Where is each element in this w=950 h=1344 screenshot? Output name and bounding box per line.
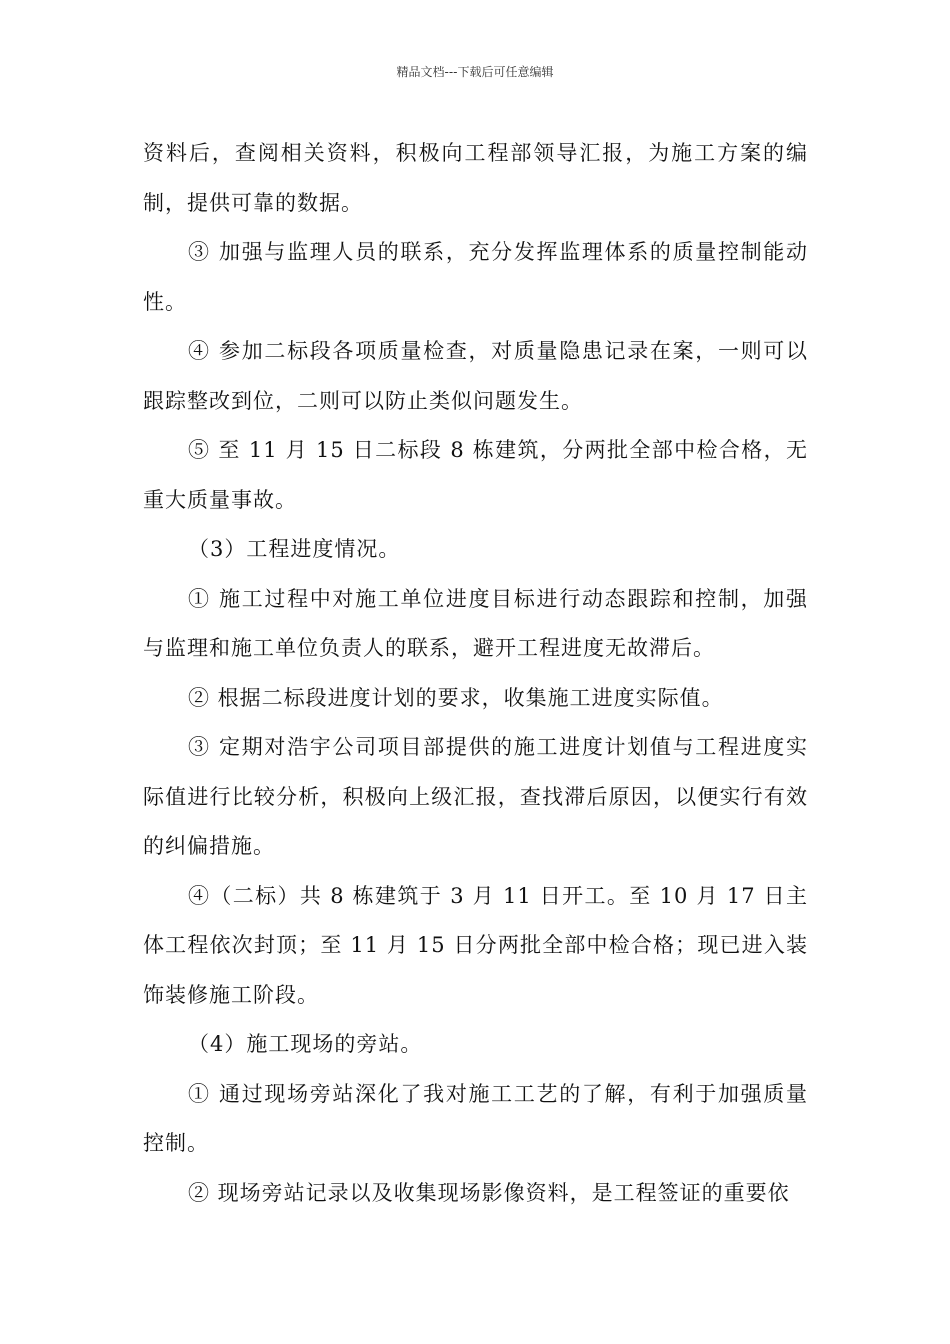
paragraph-onsite-item-1: ① 通过现场旁站深化了我对施工工艺的了解，有利于加强质量控制。 <box>143 1081 808 1155</box>
paragraph-onsite-item-2: ② 现场旁站记录以及收集现场影像资料，是工程签证的重要依 <box>188 1180 790 1205</box>
paragraph-continued: 资料后，查阅相关资料，积极向工程部领导汇报，为施工方案的编制，提供可靠的数据。 <box>143 141 808 215</box>
paragraph-progress-item-1: ① 施工过程中对施工单位进度目标进行动态跟踪和控制，加强与监理和施工单位负责人的联系，避开工程进度无故滞后。 <box>143 586 808 660</box>
paragraph-progress-item-2: ② 根据二标段进度计划的要求，收集施工进度实际值。 <box>188 685 724 710</box>
paragraph-progress-item-3: ③ 定期对浩宇公司项目部提供的施工进度计划值与工程进度实际值进行比较分析，积极向上级汇报，查找滞后原因，以便实行有效的纠偏措施。 <box>143 735 808 858</box>
page-header: 精品文档---下载后可任意编辑 <box>396 65 554 79</box>
paragraph-item-3-supervision: ③ 加强与监理人员的联系，充分发挥监理体系的质量控制能动性。 <box>143 240 808 314</box>
document-body <box>143 129 808 1218</box>
paragraph-item-5-inspection: ⑤ 至 11 月 15 日二标段 8 栋建筑，分两批全部中检合格，无重大质量事故。 <box>143 438 808 512</box>
section-heading-onsite: （4）施工现场的旁站。 <box>188 1032 423 1056</box>
section-heading-progress: （3）工程进度情况。 <box>188 537 401 561</box>
paragraph-progress-item-4: ④（二标）共 8 栋建筑于 3 月 11 日开工。至 10 月 17 日主体工程依次封顶；至 11 月 15 日分两批全部中检合格；现已进入装饰装修施工阶段。 <box>143 883 808 1007</box>
paragraph-item-4-quality-check: ④ 参加二标段各项质量检查，对质量隐患记录在案，一则可以跟踪整改到位，二则可以防止类似问题发生。 <box>143 339 808 413</box>
